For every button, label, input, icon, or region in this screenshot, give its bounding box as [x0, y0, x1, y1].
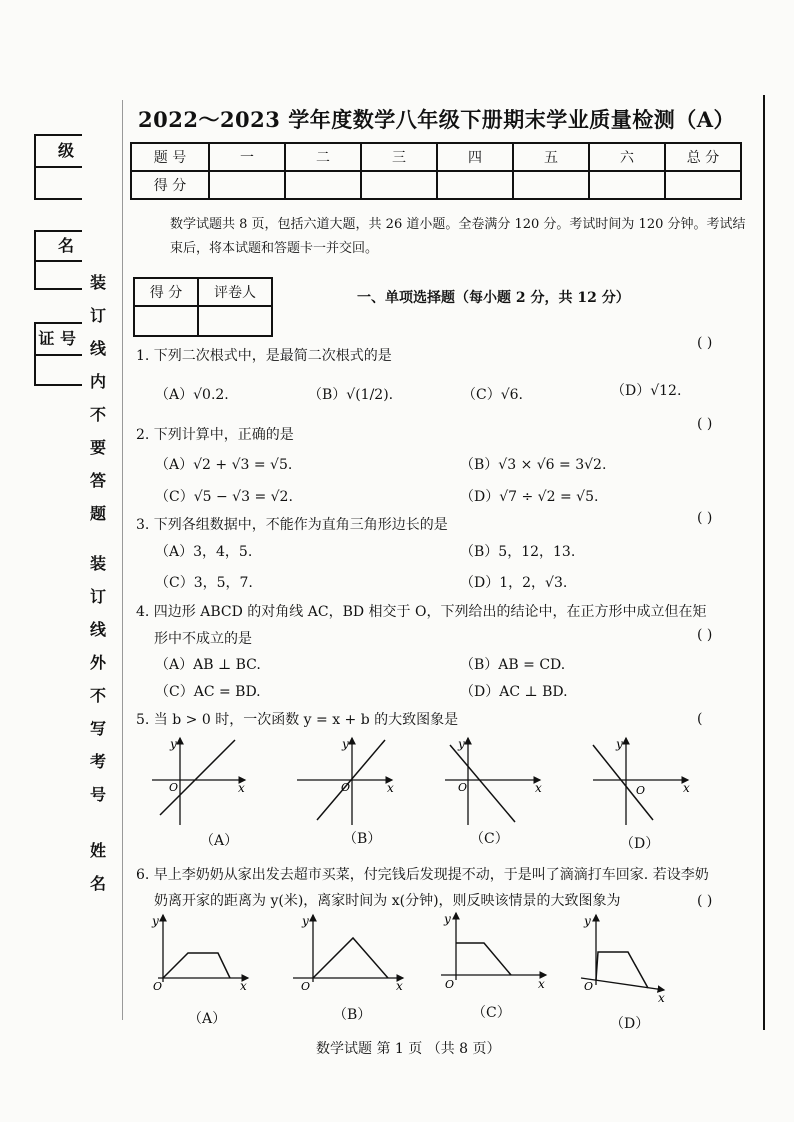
axis-x-label: x	[683, 781, 690, 795]
score-col-5: 五	[513, 143, 589, 171]
score-cell	[437, 171, 513, 199]
q1-option-b: （B）√(1/2).	[308, 387, 394, 403]
q6-graph-b	[293, 914, 403, 993]
question-5-stem: 5. 当 b > 0 时，一次函数 y = x + b 的大致图象是	[136, 712, 459, 728]
axis-y-label: y	[444, 912, 451, 926]
grader-name-cell	[198, 306, 272, 336]
axis-x-label: x	[240, 979, 247, 993]
axis-y-label: y	[342, 737, 349, 751]
score-cell	[589, 171, 665, 199]
binding-char: 要	[89, 438, 106, 457]
binding-char: 考	[89, 752, 106, 771]
origin-label: O	[153, 980, 163, 993]
answer-paren: ( )	[697, 335, 713, 351]
question-6-stem-line1: 6. 早上李奶奶从家出发去超市买菜，付完钱后发现提不动，于是叫了滴滴打车回家. 若设李奶	[136, 867, 709, 883]
q6-graph-c	[441, 912, 546, 991]
score-col-4: 四	[437, 143, 513, 171]
axis-y-label: y	[152, 914, 159, 928]
question-2-stem: 2. 下列计算中，正确的是	[136, 427, 294, 443]
question-6-stem-line2: 奶离开家的距离为 y(米)，离家时间为 x(分钟)，则反映该情景的大致图象为	[154, 893, 621, 909]
q1-option-c: （C）√6.	[462, 387, 523, 403]
score-table	[130, 142, 742, 200]
answer-paren: ( )	[697, 510, 713, 526]
binding-char: 不	[89, 686, 106, 705]
binding-char: 订	[89, 306, 106, 325]
q4-option-d: （D）AC ⊥ BD.	[460, 684, 568, 700]
q2-option-d: （D）√7 ÷ √2 = √5.	[460, 489, 599, 505]
score-col-6: 六	[589, 143, 665, 171]
question-3-stem: 3. 下列各组数据中，不能作为直角三角形边长的是	[136, 517, 448, 533]
q3-option-b: （B）5，12，13.	[460, 544, 576, 560]
binding-char: 外	[89, 653, 106, 672]
sidebar-name-box	[34, 230, 82, 290]
binding-char: 线	[89, 620, 106, 639]
q6-graph-d	[581, 914, 665, 1005]
axis-y-label: y	[584, 914, 591, 928]
q5-graph-b-label: （B）	[343, 831, 382, 847]
axis-y-label: y	[458, 737, 465, 751]
axis-y-label: y	[616, 737, 623, 751]
q2-option-b: （B）√3 × √6 = 3√2.	[460, 457, 607, 473]
q4-option-a: （A）AB ⊥ BC.	[155, 657, 261, 673]
q2-option-c: （C）√5 − √3 = √2.	[155, 489, 293, 505]
grader-table	[133, 277, 273, 337]
q3-option-a: （A）3，4，5.	[155, 544, 253, 560]
sidebar-id-box	[34, 322, 82, 386]
answer-paren: ( )	[697, 627, 713, 643]
origin-label: O	[584, 980, 594, 993]
binding-char: 不	[89, 405, 106, 424]
origin-label: O	[636, 784, 646, 797]
sidebar-id-label: 证 号	[36, 324, 82, 356]
exam-instructions: 数学试题共 8 页，包括六道大题，共 26 道小题。全卷满分 120 分。考试时间为 120 分钟。考试结束后，将本试题和答题卡一并交回。	[170, 217, 746, 256]
q5-graphs	[140, 730, 760, 830]
q6-graph-a	[151, 914, 248, 993]
right-margin-line	[763, 95, 765, 1030]
sidebar-class-box	[34, 134, 82, 200]
score-cell	[361, 171, 437, 199]
grader-name-label: 评卷人	[198, 278, 272, 306]
score-cell	[285, 171, 361, 199]
binding-char: 装	[89, 554, 106, 573]
axis-y-label: y	[302, 914, 309, 928]
q4-option-b: （B）AB = CD.	[460, 657, 566, 673]
q6-graph-d-label: （D）	[610, 1016, 650, 1032]
answer-paren: ( )	[697, 893, 713, 909]
score-table-row1-label: 题 号	[131, 143, 209, 171]
sidebar-class-label: 级	[36, 136, 82, 168]
grader-score-label: 得 分	[134, 278, 198, 306]
answer-paren-open: (	[697, 711, 703, 727]
q6-graph-b-label: （B）	[333, 1007, 372, 1023]
score-cell	[513, 171, 589, 199]
q5-graph-b	[297, 737, 394, 825]
q1-option-a: （A）√0.2.	[155, 387, 229, 403]
page-footer: 数学试题 第 1 页 （共 8 页）	[316, 1041, 501, 1057]
q5-graph-d-label: （D）	[620, 836, 660, 852]
binding-char: 内	[89, 372, 106, 391]
score-cell	[209, 171, 285, 199]
binding-char: 线	[89, 339, 106, 358]
sidebar-name-label: 名	[36, 232, 82, 262]
binding-char: 题	[89, 504, 106, 523]
section-title: 一、单项选择题（每小题 2 分，共 12 分）	[357, 290, 630, 306]
score-col-3: 三	[361, 143, 437, 171]
q6-graph-a-label: （A）	[188, 1011, 227, 1027]
axis-x-label: x	[538, 977, 545, 991]
axis-y-label: y	[170, 737, 177, 751]
q2-option-a: （A）√2 + √3 = √5.	[155, 457, 293, 473]
binding-char: 名	[89, 874, 106, 893]
grader-score-cell	[134, 306, 198, 336]
origin-label: O	[169, 781, 179, 794]
axis-x-label: x	[535, 781, 542, 795]
q5-graph-a-label: （A）	[200, 833, 239, 849]
q5-graph-c-label: （C）	[470, 831, 509, 847]
q5-graph-c	[445, 737, 542, 825]
q4-option-c: （C）AC = BD.	[155, 684, 261, 700]
score-table-row2-label: 得 分	[131, 171, 209, 199]
axis-x-label: x	[387, 781, 394, 795]
q5-graph-a	[152, 737, 245, 825]
origin-label: O	[458, 781, 468, 794]
score-cell	[665, 171, 741, 199]
q6-graphs	[140, 910, 760, 1005]
answer-paren: ( )	[697, 416, 713, 432]
axis-x-label: x	[238, 781, 245, 795]
question-4-stem-line1: 4. 四边形 ABCD 的对角线 AC，BD 相交于 O，下列给出的结论中，在正方形中成立但在矩	[136, 604, 707, 620]
binding-char: 号	[89, 785, 106, 804]
binding-char: 订	[89, 587, 106, 606]
q5-graph-d	[593, 737, 690, 825]
q6-graph-c-label: （C）	[472, 1005, 511, 1021]
origin-label: O	[445, 978, 455, 991]
binding-char: 装	[89, 273, 106, 292]
q3-option-d: （D）1，2，√3.	[460, 575, 568, 591]
question-4-stem-line2: 形中不成立的是	[154, 631, 252, 647]
origin-label: O	[301, 980, 311, 993]
score-col-total: 总 分	[665, 143, 741, 171]
page-title: 2022～2023 学年度数学八年级下册期末学业质量检测（A）	[138, 107, 735, 132]
origin-label: O	[341, 781, 351, 794]
binding-char: 答	[89, 471, 106, 490]
binding-char: 写	[89, 719, 106, 738]
score-col-1: 一	[209, 143, 285, 171]
binding-char: 姓	[89, 841, 106, 860]
axis-x-label: x	[658, 991, 665, 1005]
axis-x-label: x	[396, 979, 403, 993]
q1-option-d: （D）√12.	[611, 383, 682, 399]
binding-line	[122, 100, 123, 1020]
question-1-stem: 1. 下列二次根式中，是最简二次根式的是	[136, 348, 392, 364]
q3-option-c: （C）3，5，7.	[155, 575, 253, 591]
score-col-2: 二	[285, 143, 361, 171]
